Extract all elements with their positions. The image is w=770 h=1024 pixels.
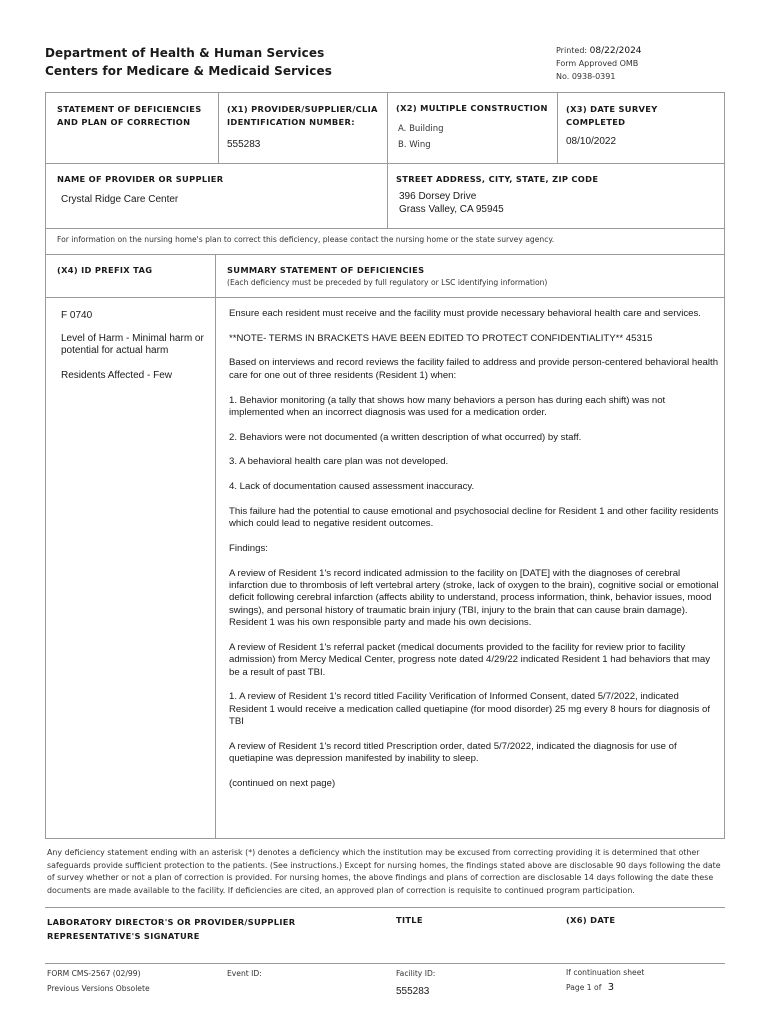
x2-building: A. Building [398,124,444,134]
harm-level: Level of Harm - Minimal harm or potential for actual harm [61,333,204,357]
summary-paragraph: This failure had the potential to cause emotional and psychosocial decline for Resident 1 and other facility residents which could lead to negative resident outcomes. [229,505,719,530]
summary-paragraph: 4. Lack of documentation caused assessment inaccuracy. [229,481,475,493]
rule-v-tag [215,254,216,838]
signature-label: LABORATORY DIRECTOR'S OR PROVIDER/SUPPLIER REPRESENTATIVE'S SIGNATURE [47,917,296,941]
summary-paragraph: **NOTE- TERMS IN BRACKETS HAVE BEEN EDITED TO PROTECT CONFIDENTIALITY** 45315 [229,332,653,344]
tag-value: F 0740 [61,310,93,321]
printed-label: Printed: [556,46,588,55]
summary-paragraph: A review of Resident 1's record titled Prescription order, dated 5/7/2022, indicated the diagnosis for use of quetiapine was depression manifested by inability to sleep. [229,740,677,765]
summary-paragraph: 3. A behavioral health care plan was not developed. [229,456,449,468]
address-line2: Grass Valley, CA 95945 [399,204,504,215]
address-line1: 396 Dorsey Drive [399,191,477,202]
rule-box1-bottom [45,163,725,164]
rule-provider-bottom [45,228,725,229]
page-label: Page 1 of [566,983,602,992]
x1-label: (X1) PROVIDER/SUPPLIER/CLIA IDENTIFICATION NUMBER: [227,104,378,127]
summary-body [229,308,719,803]
summary-paragraph: 2. Behaviors were not documented (a written description of what occurred) by staff. [229,431,582,443]
date-label: (X6) DATE [566,915,616,925]
summary-paragraph: A review of Resident 1's record indicated admission to the facility on [DATE] with the diagnoses of cerebral infarction due to thrombosis of left vertebral artery (stroke, lack of oxygen to the brain), cognitive social or emotional deficit following cerebral infarction (affects ability to understand, process information, think, behavior issues, mood swings), and personal history of traumatic brain injury (TBI, injury to the brain that can cause brain damage). Resident 1 was his own responsible party and made his own decisions. [229,567,719,629]
address-label: STREET ADDRESS, CITY, STATE, ZIP CODE [396,174,599,184]
printed-date: 08/22/2024 [589,46,642,56]
summary-paragraph: (continued on next page) [229,778,336,790]
x4-label: (X4) ID PREFIX TAG [57,265,153,275]
statement-label: STATEMENT OF DEFICIENCIES AND PLAN OF CORRECTION [57,104,202,127]
x3-label: (X3) DATE SURVEY COMPLETED [566,104,658,127]
rule-v-x1 [218,92,219,163]
form-number: FORM CMS-2567 (02/99) [47,969,141,978]
page-total: 3 [607,982,615,993]
department-title: Department of Health & Human Services [45,46,325,60]
summary-paragraph: A review of Resident 1's referral packet (medical documents provided to the facility for review prior to facility admission) from Mercy Medical Center, progress note dated 4/29/22 indicated Resident 1 had behaviors that may be a result of past TBI. [229,641,711,678]
residents-affected: Residents Affected - Few [61,370,172,381]
omb-number: No. 0938-0391 [556,72,616,81]
rule-top [45,92,725,93]
provider-name-label: NAME OF PROVIDER OR SUPPLIER [57,174,224,184]
page-indicator [566,982,614,993]
summary-sub: (Each deficiency must be preceded by full regulatory or LSC identifying information) [227,278,548,287]
form-approved: Form Approved OMB [556,59,639,68]
x3-value: 08/10/2022 [566,136,617,147]
rule-info-bottom [45,254,725,255]
footnote: Any deficiency statement ending with an asterisk (*) denotes a deficiency which the institution may be excused from correcting providing it is determined that other safeguards provide sufficient protection to the patients. (See instructions.) Except for nursing homes, the findings stated above are disclosable 90 days following the date of survey whether or not a plan of correction is provided. For nursing homes, the above findings and plans of correction are disclosable 14 days following the date these documents are made available to the facility. If deficiencies are cited, an approved plan of correction is requisite to continued program participation. [47,848,721,895]
previous-versions: Previous Versions Obsolete [47,984,150,993]
info-line: For information on the nursing home's plan to correct this deficiency, please contact the nursing home or the state survey agency. [57,235,555,244]
rule-right [724,92,725,838]
rule-footer-top [45,963,725,964]
summary-paragraph: Findings: [229,542,268,554]
rule-left [45,92,46,838]
x2-wing: B. Wing [398,140,431,150]
title-label: TITLE [396,915,423,925]
rule-table-bottom [45,838,725,839]
rule-table-header-bottom [45,297,725,298]
summary-paragraph: 1. A review of Resident 1's record titled Facility Verification of Informed Consent, dated 5/7/2022, indicated Resident 1 would receive a medication called quetiapine (for mood disorder) 25 mg every 8 hours for diagnosis of TBI [229,691,711,728]
summary-paragraph: Based on interviews and record reviews the facility failed to address and provide person-centered behavioral health care for one out of three residents (Resident 1) when: [229,357,719,381]
summary-label: SUMMARY STATEMENT OF DEFICIENCIES [227,265,425,275]
facility-id-label: Facility ID: [396,969,436,978]
facility-id-value: 555283 [396,986,430,997]
centers-title: Centers for Medicare & Medicaid Services [45,64,332,78]
summary-paragraph: Ensure each resident must receive and the facility must provide necessary behavioral health care and services. [229,308,701,319]
printed-line [556,46,642,56]
rule-v-x2 [387,92,388,228]
rule-signature-top [45,907,725,908]
rule-v-x3 [557,92,558,163]
x2-label: (X2) MULTIPLE CONSTRUCTION [396,103,548,113]
x1-value: 555283 [227,139,261,150]
summary-paragraph: 1. Behavior monitoring (a tally that shows how many behaviors a person has during each shift) was not implemented when an incorrect diagnosis was used for a medication order. [229,394,666,418]
continuation-label: If continuation sheet [566,968,645,977]
provider-name-value: Crystal Ridge Care Center [61,194,179,205]
event-id-label: Event ID: [227,969,262,978]
